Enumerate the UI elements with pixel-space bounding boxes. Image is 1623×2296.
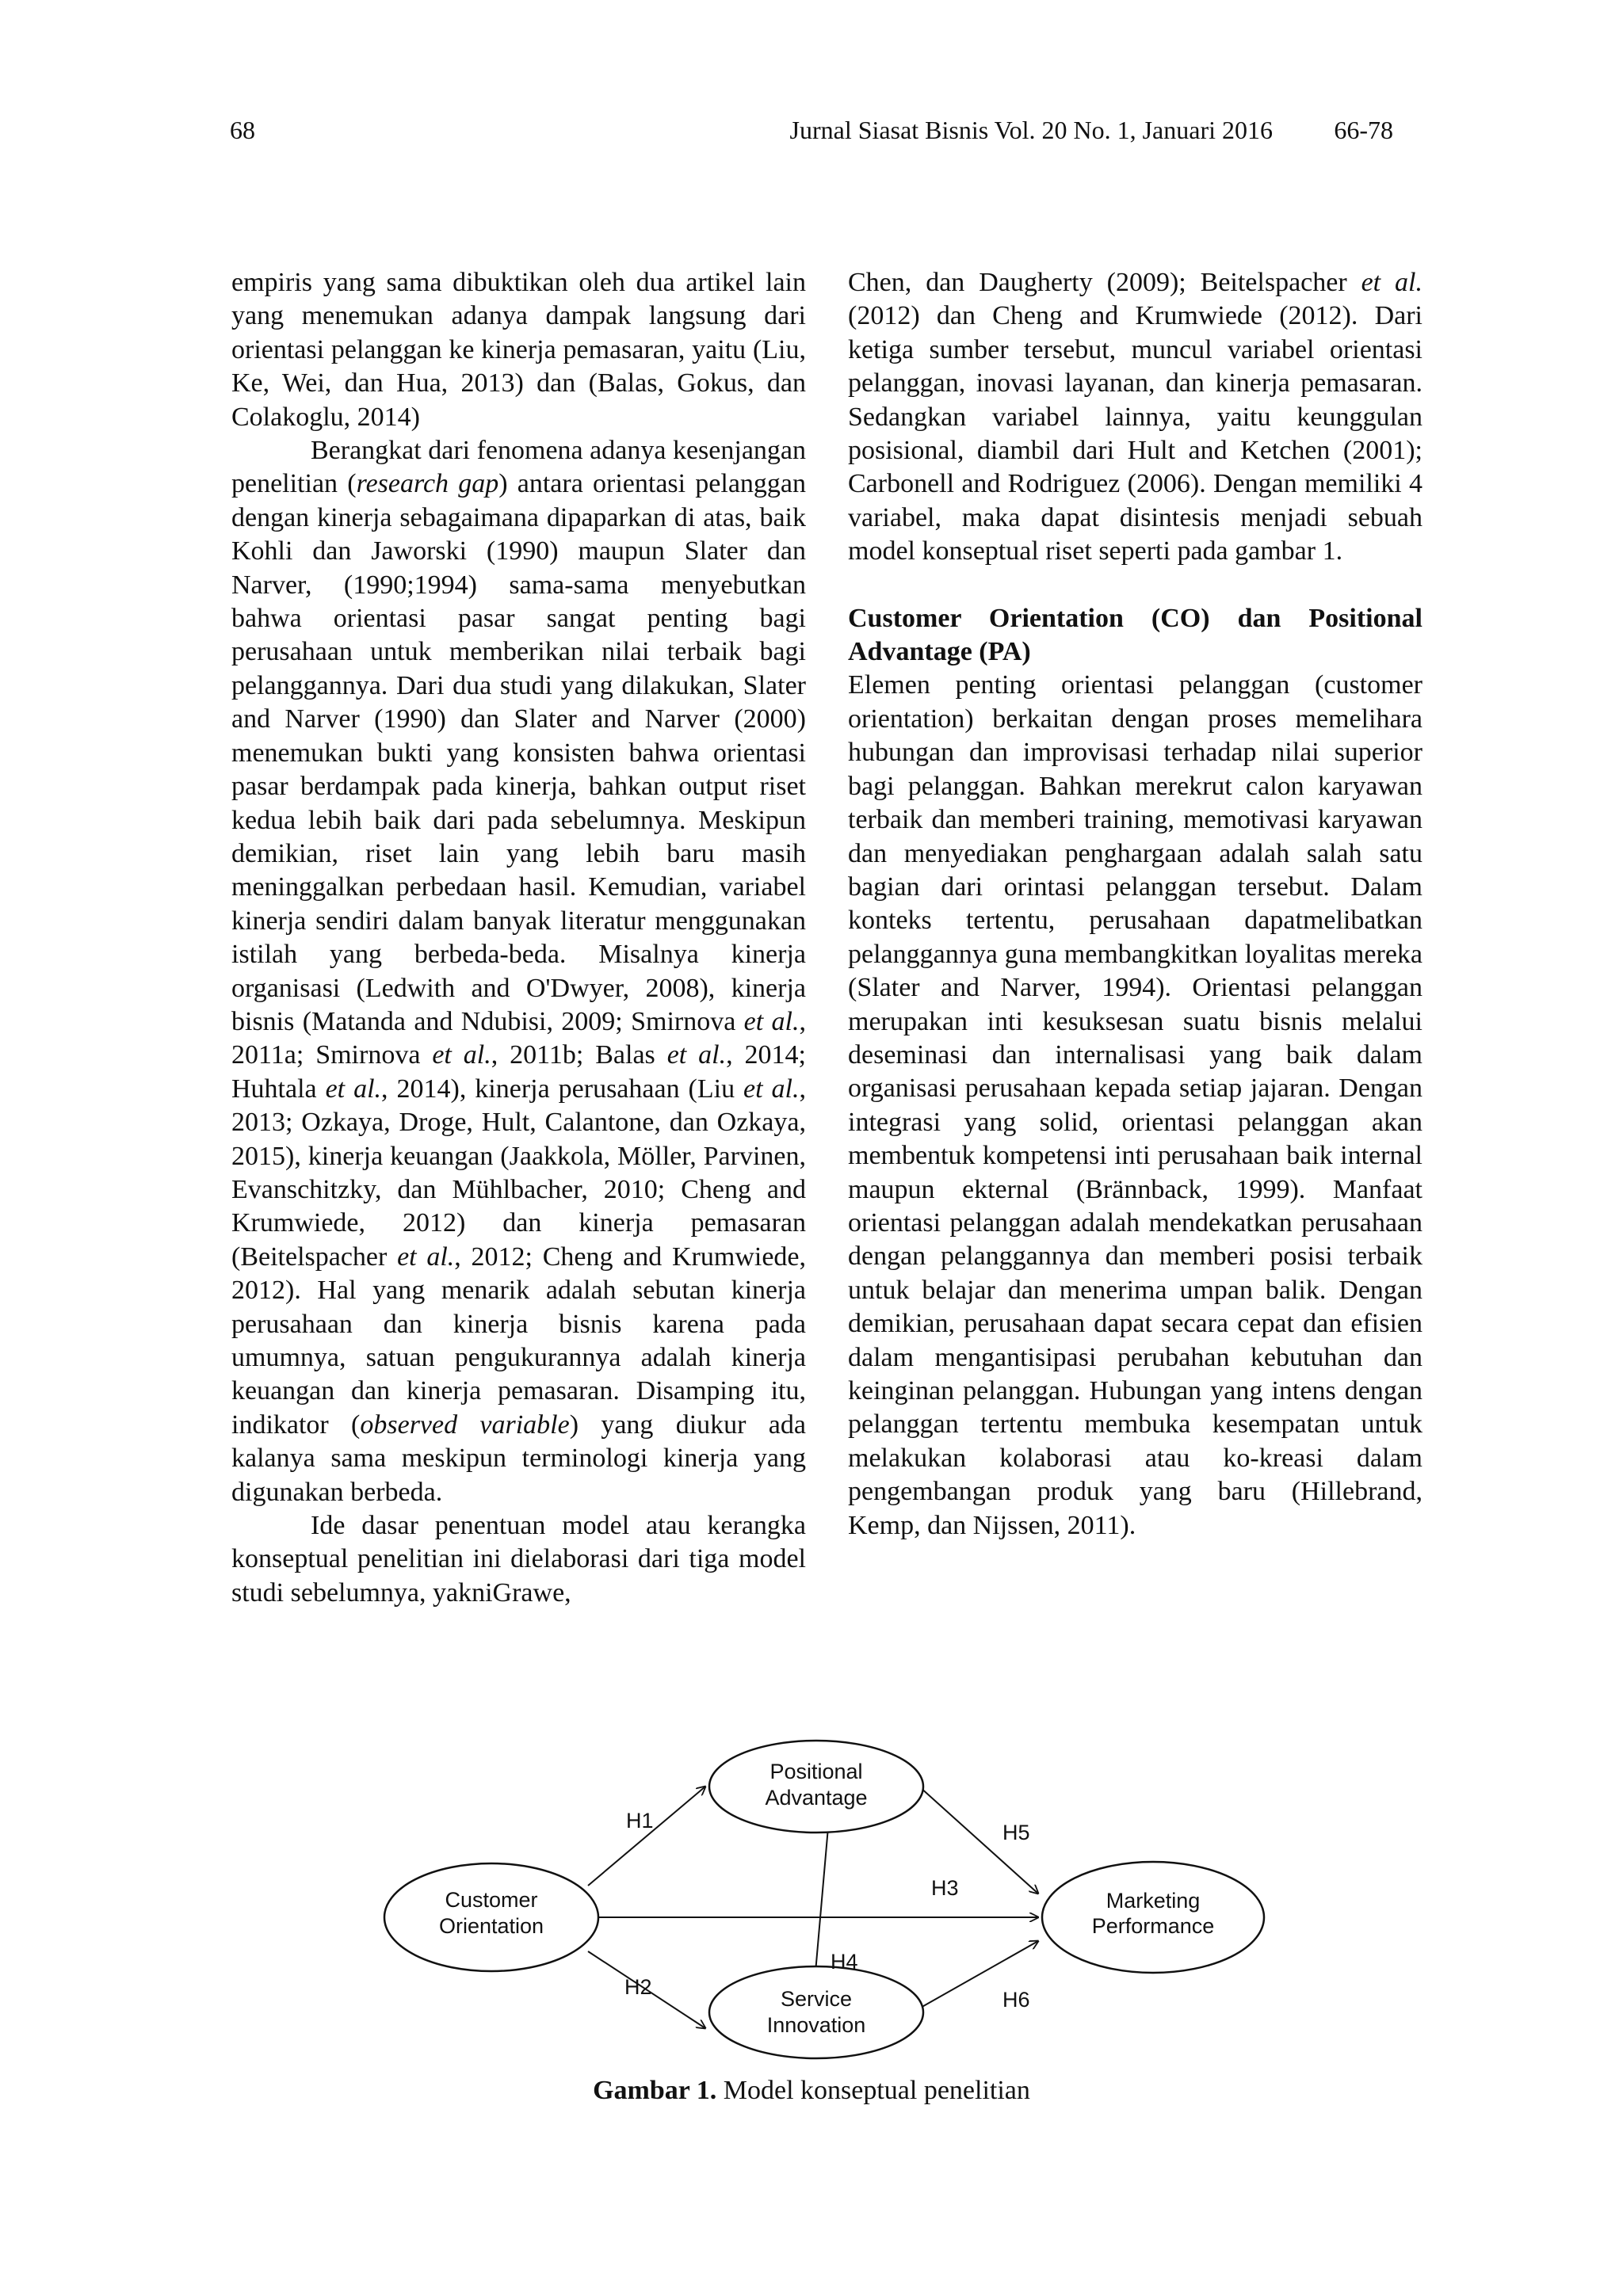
node-label: Positional [769,1760,863,1783]
figure-caption: Gambar 1. Model konseptual penelitian [593,2076,1030,2105]
edge-label-h6: H6 [1002,1988,1030,2012]
node-label: Customer [445,1888,538,1912]
paragraph: Berangkat dari fenomena adanya kesenjangan penelitian (research gap) antara orientasi pelanggan dengan kinerja sebagaimana dipaparkan di atas, baik Kohli dan Jaworski (1990) maupun Slater dan Narver, (1990;1994) sama-sama menyebutkan bahwa orientasi pasar sangat penting bagi perusahaan untuk memberikan nilai terbaik bagi pelanggannya. Dari dua studi yang dilakukan, Slater and Narver (1990) dan Slater and Narver (2000) menemukan bukti yang konsisten bahwa orientasi pasar berdampak pada kinerja, bahkan output riset kedua lebih baik dari pada sebelumnya. Meskipun demikian, riset lain yang lebih baru masih meninggalkan perbedaan hasil. Kemudian, variabel kinerja sendiri dalam banyak literatur menggunakan istilah yang berbeda-beda. Misalnya kinerja organisasi (Ledwith and O'Dwyer, 2008), kinerja bisnis (Matanda and Ndubisi, 2009; Smirnova et al., 2011a; Smirnova et al., 2011b; Balas et al., 2014; Huhtala et al., 2014), kinerja perusahaan (Liu et al., 2013; Ozkaya, Droge, Hult, Calantone, dan Ozkaya, 2015), kinerja keuangan (Jaakkola, Möller, Parvinen, Evanschitzky, dan Mühlbacher, 2010; Cheng and Krumwiede, 2012) dan kinerja pemasaran (Beitelspacher et al., 2012; Cheng and Krumwiede, 2012). Hal yang menarik adalah sebutan kinerja perusahaan dan kinerja bisnis karena pada umumnya, satuan pengukurannya adalah kinerja keuangan dan kinerja pemasaran. Disamping itu, indikator (observed variable) yang diukur ada kalanya sama meskipun terminologi kinerja yang digunakan berbeda. [231,436,807,1507]
edge-label-h3: H3 [931,1876,959,1900]
edge-label-h5: H5 [1002,1821,1030,1844]
edge-label-h4: H4 [831,1950,858,1974]
section-heading: Customer Orientation (CO) dan Positional Advantage (PA) [848,603,1423,667]
right-column [848,266,1423,1543]
left-column [231,266,806,1610]
node-label: Marketing [1106,1889,1201,1913]
page-range: 66-78 [1334,116,1393,144]
edge-h1 [588,1787,705,1886]
node-label: Service [780,1987,853,2011]
node-label: Advantage [765,1786,868,1810]
edge-label-h2: H2 [624,1975,652,1999]
model-diagram [372,1739,1442,2072]
journal-title: Jurnal Siasat Bisnis Vol. 20 No. 1, Januari 2016 [789,116,1273,144]
page-number: 68 [230,116,255,144]
node-label: Performance [1091,1914,1215,1938]
paragraph: Elemen penting orientasi pelanggan (customer orientation) berkaitan dengan proses memelihara hubungan dan improvisasi terhadap nilai superior bagi pelanggan. Bahkan merekrut calon karyawan terbaik dan memberi training, memotivasi karyawan dan menyediakan penghargaan adalah salah satu bagian dari orintasi pelanggan tersebut. Dalam konteks tertentu, perusahaan dapatmelibatkan pelanggannya guna membangkitkan loyalitas mereka (Slater and Narver, 1994). Orientasi pelanggan merupakan inti kesuksesan suatu bisnis melalui deseminasi dan internalisasi yang baik dalam organisasi perusahaan kepada setiap jajaran. Dengan integrasi yang solid, orientasi pelanggan akan membentuk kompetensi inti perusahaan baik internal maupun ekternal (Brännback, 1999). Manfaat orientasi pelanggan adalah mendekatkan perusahaan dengan pelanggannya dan memberi posisi terbaik untuk belajar dan menerima umpan balik. Dengan demikian, perusahaan dapat secara cepat dan efisien dalam mengantisipasi perubahan kebutuhan dan keinginan pelanggan. Hubungan yang intens dengan pelanggan tertentu membuka kesempatan untuk melakukan kolaborasi atau ko-kreasi dalam pengembangan produk yang baru (Hillebrand, Kemp, dan Nijssen, 2011). [848,670,1423,1540]
node-label: Orientation [438,1914,544,1938]
paragraph: Chen, dan Daugherty (2009); Beitelspacher et al. (2012) dan Cheng and Krumwiede (2012). Dari ketiga sumber tersebut, muncul variabel orientasi pelanggan, inovasi layanan, dan kinerja pemasaran. Sedangkan variabel lainnya, yaitu keunggulan posisional, diambil dari Hult and Ketchen (2001); Carbonell and Rodriguez (2006). Dengan memiliki 4 variabel, maka dapat disintesis menjadi sebuah model konseptual riset seperti pada gambar 1. [848,268,1423,566]
node-label: Innovation [766,2013,866,2037]
edge-label-h1: H1 [626,1809,654,1833]
paragraph: Ide dasar penentuan model atau kerangka konseptual penelitian ini dielaborasi dari tiga model studi sebelumnya, yakniGrawe, [231,1511,806,1608]
paragraph: empiris yang sama dibuktikan oleh dua artikel lain yang menemukan adanya dampak langsung dari orientasi pelanggan ke kinerja pemasaran, yaitu (Liu, Ke, Wei, dan Hua, 2013) dan (Balas, Gokus, dan Colakoglu, 2014) [231,268,806,432]
figure-conceptual-model [372,1739,1442,2072]
node-service-innovation [709,1966,923,2058]
page-header [230,116,1393,147]
